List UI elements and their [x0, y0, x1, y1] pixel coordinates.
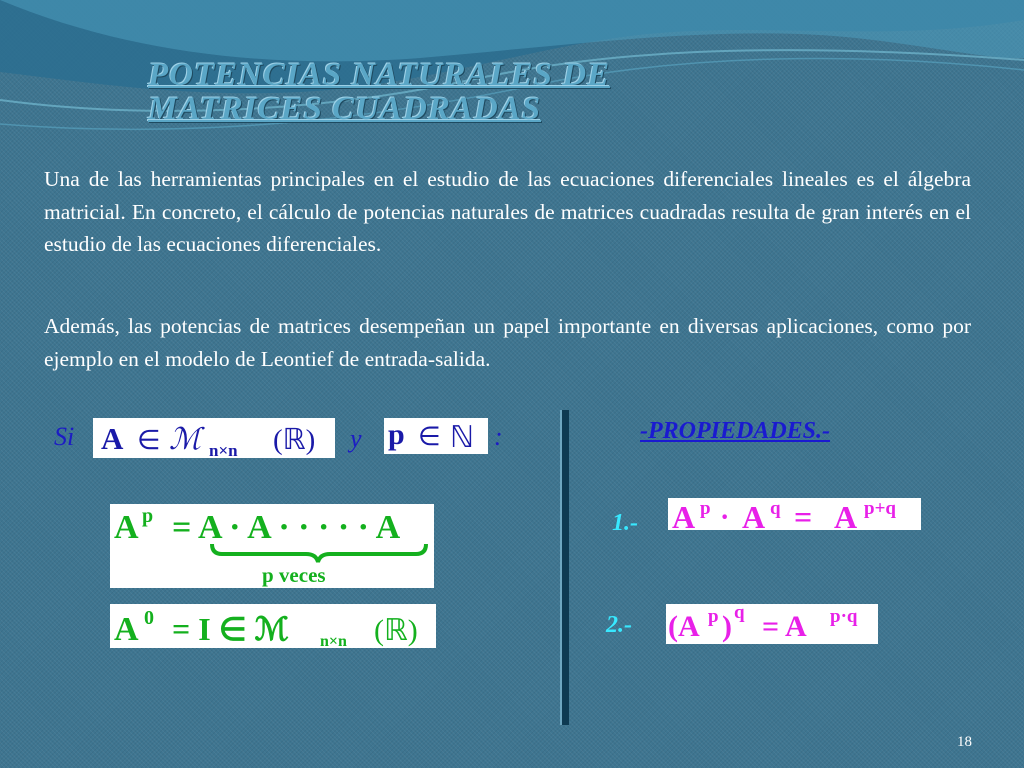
- f1-sub: n×n: [209, 441, 238, 458]
- formula-a-in-matrix-space: [93, 418, 335, 458]
- f5-a: A: [672, 499, 696, 530]
- intro-paragraph: Una de las herramientas principales en el estudio de las ecuaciones diferenciales lineales es el álgebra matricial. En concreto, el cálculo de potencias naturales de matrices cuadradas resulta de gran interés en el estudio de las ecuaciones diferenciales.: [44, 167, 971, 256]
- f1-set: (ℝ): [273, 424, 316, 456]
- f5-eq: =: [794, 499, 813, 530]
- f6-eq: = A: [762, 610, 807, 643]
- f4-lhs: A: [114, 611, 139, 648]
- formula-p-in-naturals: [384, 418, 488, 454]
- f6-ea: p: [708, 606, 719, 627]
- colon-label: :: [494, 422, 503, 451]
- f3-rhs: = A · A · · · · · A: [172, 509, 401, 546]
- f2-N: ℕ: [450, 421, 475, 454]
- f1-A: A: [101, 421, 124, 456]
- y-label: y: [350, 424, 362, 453]
- f5-ea: p: [700, 498, 711, 519]
- f5-dot: ·: [720, 502, 730, 530]
- f2-in: ∈: [418, 422, 441, 451]
- f5-c: A: [834, 499, 858, 530]
- f6-eb: q: [734, 604, 745, 623]
- f4-set: (ℝ): [374, 614, 418, 647]
- f1-in: ∈: [137, 425, 161, 455]
- f5-ec: p+q: [864, 498, 896, 519]
- formula-property-2: [666, 604, 878, 644]
- f4-exp: 0: [144, 607, 154, 629]
- applications-paragraph: Además, las potencias de matrices desempeñan un papel importante en diversas aplicaciones, como por ejemplo en el modelo de Leontief de entrada-salida.: [44, 314, 971, 371]
- f5-b: A: [742, 499, 766, 530]
- f6-close: ): [722, 610, 732, 643]
- si-label: Si: [54, 422, 75, 451]
- f1-M: ℳ: [169, 423, 202, 456]
- f4-sub: n×n: [320, 633, 347, 648]
- formula-power-definition: [110, 504, 434, 588]
- f6-open: (A: [668, 610, 700, 643]
- f6-ec: p·q: [830, 606, 858, 627]
- properties-title: -PROPIEDADES.-: [640, 418, 831, 444]
- formula-zero-power: [110, 604, 436, 648]
- slide-number: 18: [957, 734, 972, 750]
- f3-lhs: A: [114, 509, 139, 546]
- slide-title: [148, 58, 610, 126]
- column-divider: [560, 410, 569, 725]
- title-line-2: MATRICES CUADRADAS: [148, 91, 542, 127]
- f5-eb: q: [770, 498, 781, 519]
- underbrace-icon: [212, 544, 426, 562]
- f4-rhs: = I ∈ ℳ: [172, 611, 289, 647]
- title-line-1: POTENCIAS NATURALES DE: [148, 57, 611, 93]
- property-1-number: 1.-: [612, 510, 638, 536]
- formula-property-1: [668, 498, 921, 530]
- f3-exp: p: [142, 505, 154, 527]
- f2-p: p: [388, 418, 405, 451]
- property-2-number: 2.-: [606, 612, 632, 638]
- f3-under: p veces: [262, 563, 326, 587]
